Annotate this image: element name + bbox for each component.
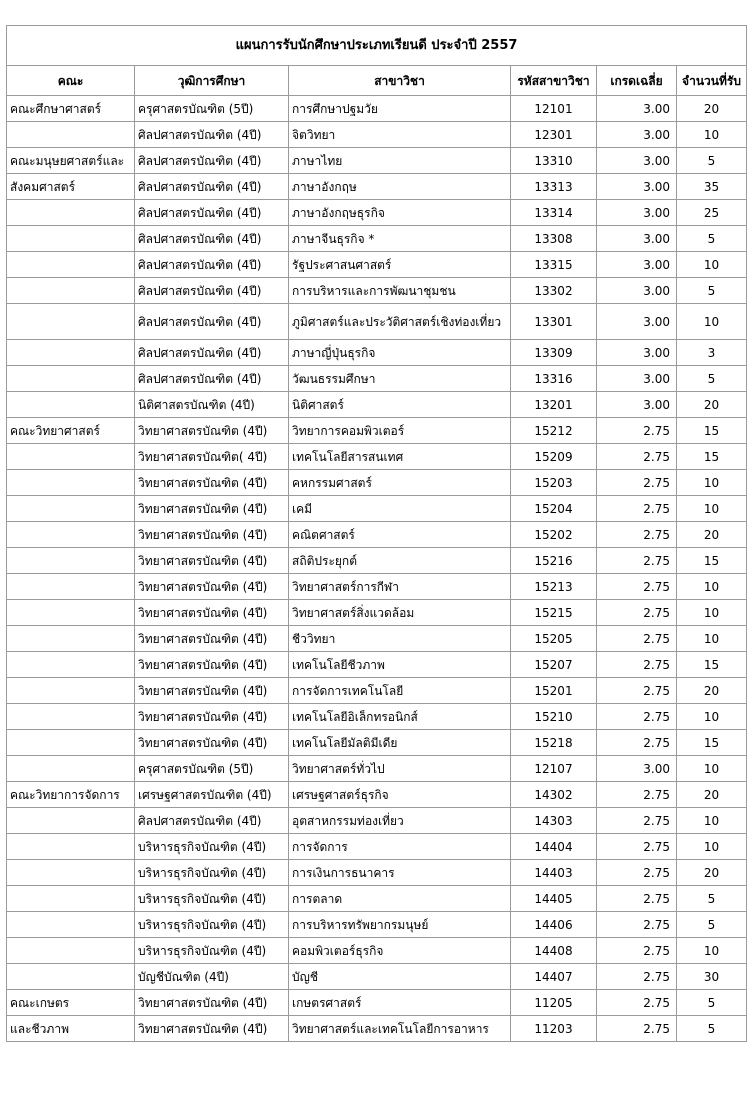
cell-code: 15207 <box>511 652 597 678</box>
cell-faculty <box>7 122 135 148</box>
cell-gpa: 2.75 <box>597 938 677 964</box>
table-row <box>7 340 747 366</box>
table-row <box>7 730 747 756</box>
table-row <box>7 704 747 730</box>
cell-gpa: 2.75 <box>597 860 677 886</box>
cell-degree: ศิลปศาสตรบัณฑิต (4ปี) <box>135 174 289 200</box>
table-row <box>7 444 747 470</box>
table-row <box>7 96 747 122</box>
cell-major: เทคโนโลยีสารสนเทศ <box>289 444 511 470</box>
cell-major: ภาษาญี่ปุ่นธุรกิจ <box>289 340 511 366</box>
cell-quota: 5 <box>677 278 747 304</box>
cell-gpa: 2.75 <box>597 678 677 704</box>
table-row <box>7 678 747 704</box>
cell-major: วิทยาศาสตร์สิ่งแวดล้อม <box>289 600 511 626</box>
cell-major: สถิติประยุกต์ <box>289 548 511 574</box>
cell-degree: วิทยาศาสตรบัณฑิต( 4ปี) <box>135 444 289 470</box>
table-row <box>7 148 747 174</box>
cell-code: 13301 <box>511 304 597 340</box>
table-row <box>7 912 747 938</box>
table-row <box>7 574 747 600</box>
cell-quota: 20 <box>677 860 747 886</box>
cell-quota: 5 <box>677 912 747 938</box>
cell-gpa: 3.00 <box>597 252 677 278</box>
cell-major: เกษตรศาสตร์ <box>289 990 511 1016</box>
cell-quota: 15 <box>677 730 747 756</box>
cell-degree: วิทยาศาสตรบัณฑิต (4ปี) <box>135 626 289 652</box>
cell-degree: บัญชีบัณฑิต (4ปี) <box>135 964 289 990</box>
cell-degree: วิทยาศาสตรบัณฑิต (4ปี) <box>135 470 289 496</box>
cell-code: 14403 <box>511 860 597 886</box>
cell-quota: 5 <box>677 1016 747 1042</box>
cell-major: วิทยาการคอมพิวเตอร์ <box>289 418 511 444</box>
cell-major: ภาษาไทย <box>289 148 511 174</box>
cell-faculty <box>7 730 135 756</box>
cell-degree: วิทยาศาสตรบัณฑิต (4ปี) <box>135 548 289 574</box>
cell-code: 14406 <box>511 912 597 938</box>
cell-major: การเงินการธนาคาร <box>289 860 511 886</box>
cell-faculty <box>7 278 135 304</box>
cell-major: ภาษาอังกฤษธุรกิจ <box>289 200 511 226</box>
cell-gpa: 3.00 <box>597 96 677 122</box>
cell-code: 15202 <box>511 522 597 548</box>
header-gpa: เกรดเฉลี่ย <box>597 66 677 96</box>
cell-quota: 10 <box>677 756 747 782</box>
cell-quota: 25 <box>677 200 747 226</box>
cell-code: 15213 <box>511 574 597 600</box>
cell-degree: วิทยาศาสตรบัณฑิต (4ปี) <box>135 418 289 444</box>
cell-faculty <box>7 704 135 730</box>
table-row <box>7 418 747 444</box>
cell-code: 12101 <box>511 96 597 122</box>
table-row <box>7 782 747 808</box>
cell-faculty <box>7 678 135 704</box>
cell-major: เทคโนโลยีมัลติมีเดีย <box>289 730 511 756</box>
cell-gpa: 2.75 <box>597 964 677 990</box>
cell-degree: วิทยาศาสตรบัณฑิต (4ปี) <box>135 990 289 1016</box>
cell-quota: 10 <box>677 834 747 860</box>
cell-code: 13316 <box>511 366 597 392</box>
cell-gpa: 3.00 <box>597 148 677 174</box>
cell-major: รัฐประศาสนศาสตร์ <box>289 252 511 278</box>
cell-code: 12107 <box>511 756 597 782</box>
cell-degree: วิทยาศาสตรบัณฑิต (4ปี) <box>135 574 289 600</box>
cell-major: คอมพิวเตอร์ธุรกิจ <box>289 938 511 964</box>
cell-quota: 20 <box>677 678 747 704</box>
cell-degree: วิทยาศาสตรบัณฑิต (4ปี) <box>135 600 289 626</box>
cell-faculty <box>7 200 135 226</box>
cell-gpa: 2.75 <box>597 470 677 496</box>
table-row <box>7 652 747 678</box>
cell-gpa: 3.00 <box>597 304 677 340</box>
cell-faculty: คณะศึกษาศาสตร์ <box>7 96 135 122</box>
cell-gpa: 2.75 <box>597 600 677 626</box>
cell-degree: ศิลปศาสตรบัณฑิต (4ปี) <box>135 340 289 366</box>
cell-quota: 10 <box>677 704 747 730</box>
cell-major: คหกรรมศาสตร์ <box>289 470 511 496</box>
cell-quota: 5 <box>677 148 747 174</box>
header-quota: จำนวนที่รับ <box>677 66 747 96</box>
cell-degree: วิทยาศาสตรบัณฑิต (4ปี) <box>135 730 289 756</box>
cell-faculty <box>7 470 135 496</box>
cell-gpa: 2.75 <box>597 548 677 574</box>
cell-code: 13315 <box>511 252 597 278</box>
table-row <box>7 808 747 834</box>
cell-faculty <box>7 226 135 252</box>
title-row <box>7 26 747 66</box>
cell-code: 14303 <box>511 808 597 834</box>
cell-code: 15203 <box>511 470 597 496</box>
cell-code: 14407 <box>511 964 597 990</box>
cell-degree: วิทยาศาสตรบัณฑิต (4ปี) <box>135 652 289 678</box>
cell-gpa: 2.75 <box>597 834 677 860</box>
cell-major: เทคโนโลยีอิเล็กทรอนิกส์ <box>289 704 511 730</box>
cell-code: 12301 <box>511 122 597 148</box>
cell-code: 15215 <box>511 600 597 626</box>
table-row <box>7 174 747 200</box>
cell-faculty <box>7 756 135 782</box>
cell-gpa: 2.75 <box>597 808 677 834</box>
cell-degree: ศิลปศาสตรบัณฑิต (4ปี) <box>135 304 289 340</box>
table-row <box>7 756 747 782</box>
cell-faculty <box>7 912 135 938</box>
header-code: รหัสสาขาวิชา <box>511 66 597 96</box>
cell-faculty <box>7 548 135 574</box>
cell-faculty: คณะเกษตร <box>7 990 135 1016</box>
admission-plan-table <box>6 25 747 1042</box>
cell-quota: 20 <box>677 392 747 418</box>
cell-quota: 15 <box>677 548 747 574</box>
cell-gpa: 3.00 <box>597 366 677 392</box>
cell-major: การบริหารทรัพยากรมนุษย์ <box>289 912 511 938</box>
cell-major: เศรษฐศาสตร์ธุรกิจ <box>289 782 511 808</box>
cell-faculty <box>7 392 135 418</box>
cell-quota: 15 <box>677 418 747 444</box>
cell-faculty <box>7 886 135 912</box>
cell-code: 13313 <box>511 174 597 200</box>
cell-degree: วิทยาศาสตรบัณฑิต (4ปี) <box>135 678 289 704</box>
cell-code: 14404 <box>511 834 597 860</box>
cell-gpa: 2.75 <box>597 626 677 652</box>
cell-quota: 30 <box>677 964 747 990</box>
cell-faculty <box>7 652 135 678</box>
cell-faculty <box>7 626 135 652</box>
cell-major: การบริหารและการพัฒนาชุมชน <box>289 278 511 304</box>
cell-code: 11205 <box>511 990 597 1016</box>
cell-gpa: 2.75 <box>597 496 677 522</box>
cell-faculty: คณะวิทยาการจัดการ <box>7 782 135 808</box>
cell-degree: ศิลปศาสตรบัณฑิต (4ปี) <box>135 366 289 392</box>
cell-quota: 10 <box>677 626 747 652</box>
table-row <box>7 860 747 886</box>
cell-faculty <box>7 252 135 278</box>
cell-degree: วิทยาศาสตรบัณฑิต (4ปี) <box>135 704 289 730</box>
cell-code: 15218 <box>511 730 597 756</box>
cell-faculty <box>7 496 135 522</box>
cell-degree: บริหารธุรกิจบัณฑิต (4ปี) <box>135 860 289 886</box>
table-title: แผนการรับนักศึกษาประเภทเรียนดี ประจำปี 2557 <box>7 26 747 66</box>
cell-degree: ศิลปศาสตรบัณฑิต (4ปี) <box>135 252 289 278</box>
cell-major: ภาษาจีนธุรกิจ * <box>289 226 511 252</box>
cell-major: วิทยาศาสตร์การกีฬา <box>289 574 511 600</box>
cell-faculty <box>7 366 135 392</box>
cell-gpa: 2.75 <box>597 886 677 912</box>
cell-major: เทคโนโลยีชีวภาพ <box>289 652 511 678</box>
cell-code: 13302 <box>511 278 597 304</box>
table-row <box>7 938 747 964</box>
cell-gpa: 2.75 <box>597 704 677 730</box>
cell-quota: 10 <box>677 470 747 496</box>
cell-major: ภาษาอังกฤษ <box>289 174 511 200</box>
cell-quota: 10 <box>677 122 747 148</box>
cell-faculty: สังคมศาสตร์ <box>7 174 135 200</box>
cell-major: บัญชี <box>289 964 511 990</box>
cell-degree: บริหารธุรกิจบัณฑิต (4ปี) <box>135 938 289 964</box>
cell-faculty <box>7 600 135 626</box>
cell-quota: 10 <box>677 600 747 626</box>
cell-major: เคมี <box>289 496 511 522</box>
cell-major: วัฒนธรรมศึกษา <box>289 366 511 392</box>
cell-faculty: และชีวภาพ <box>7 1016 135 1042</box>
cell-major: นิติศาสตร์ <box>289 392 511 418</box>
cell-code: 15205 <box>511 626 597 652</box>
table-row <box>7 964 747 990</box>
cell-gpa: 3.00 <box>597 392 677 418</box>
cell-major: การตลาด <box>289 886 511 912</box>
cell-gpa: 2.75 <box>597 444 677 470</box>
cell-gpa: 2.75 <box>597 418 677 444</box>
cell-gpa: 2.75 <box>597 522 677 548</box>
cell-major: การศึกษาปฐมวัย <box>289 96 511 122</box>
cell-gpa: 2.75 <box>597 652 677 678</box>
cell-code: 14408 <box>511 938 597 964</box>
cell-faculty <box>7 340 135 366</box>
table-row <box>7 366 747 392</box>
header-degree: วุฒิการศึกษา <box>135 66 289 96</box>
cell-quota: 10 <box>677 938 747 964</box>
cell-code: 13308 <box>511 226 597 252</box>
cell-faculty: คณะมนุษยศาสตร์และ <box>7 148 135 174</box>
cell-quota: 5 <box>677 886 747 912</box>
cell-degree: เศรษฐศาสตรบัณฑิต (4ปี) <box>135 782 289 808</box>
cell-code: 15212 <box>511 418 597 444</box>
cell-degree: ครุศาสตรบัณฑิต (5ปี) <box>135 96 289 122</box>
cell-gpa: 3.00 <box>597 278 677 304</box>
table-row <box>7 470 747 496</box>
table-row <box>7 834 747 860</box>
cell-code: 15216 <box>511 548 597 574</box>
cell-quota: 5 <box>677 990 747 1016</box>
cell-code: 14405 <box>511 886 597 912</box>
cell-quota: 5 <box>677 366 747 392</box>
cell-degree: วิทยาศาสตรบัณฑิต (4ปี) <box>135 1016 289 1042</box>
header-row <box>7 66 747 96</box>
cell-degree: ศิลปศาสตรบัณฑิต (4ปี) <box>135 122 289 148</box>
cell-quota: 10 <box>677 252 747 278</box>
cell-code: 15209 <box>511 444 597 470</box>
cell-major: จิตวิทยา <box>289 122 511 148</box>
table-row <box>7 1016 747 1042</box>
cell-quota: 15 <box>677 652 747 678</box>
cell-quota: 15 <box>677 444 747 470</box>
cell-quota: 10 <box>677 304 747 340</box>
cell-quota: 20 <box>677 782 747 808</box>
cell-degree: วิทยาศาสตรบัณฑิต (4ปี) <box>135 496 289 522</box>
cell-quota: 20 <box>677 96 747 122</box>
cell-major: การจัดการเทคโนโลยี <box>289 678 511 704</box>
table-row <box>7 600 747 626</box>
cell-quota: 35 <box>677 174 747 200</box>
cell-major: คณิตศาสตร์ <box>289 522 511 548</box>
cell-major: วิทยาศาสตร์และเทคโนโลยีการอาหาร <box>289 1016 511 1042</box>
table-row <box>7 496 747 522</box>
cell-code: 13201 <box>511 392 597 418</box>
cell-faculty <box>7 964 135 990</box>
cell-quota: 3 <box>677 340 747 366</box>
cell-faculty <box>7 808 135 834</box>
cell-quota: 5 <box>677 226 747 252</box>
cell-degree: วิทยาศาสตรบัณฑิต (4ปี) <box>135 522 289 548</box>
table-row <box>7 626 747 652</box>
table-row <box>7 392 747 418</box>
cell-gpa: 2.75 <box>597 730 677 756</box>
cell-quota: 10 <box>677 496 747 522</box>
cell-faculty <box>7 860 135 886</box>
cell-degree: ศิลปศาสตรบัณฑิต (4ปี) <box>135 148 289 174</box>
cell-gpa: 3.00 <box>597 174 677 200</box>
cell-gpa: 2.75 <box>597 990 677 1016</box>
table-row <box>7 122 747 148</box>
cell-faculty <box>7 444 135 470</box>
cell-code: 13309 <box>511 340 597 366</box>
cell-major: อุตสาหกรรมท่องเที่ยว <box>289 808 511 834</box>
cell-quota: 20 <box>677 522 747 548</box>
cell-major: วิทยาศาสตร์ทั่วไป <box>289 756 511 782</box>
cell-degree: ศิลปศาสตรบัณฑิต (4ปี) <box>135 278 289 304</box>
cell-quota: 10 <box>677 574 747 600</box>
table-row <box>7 548 747 574</box>
cell-gpa: 3.00 <box>597 122 677 148</box>
table-row <box>7 226 747 252</box>
cell-faculty: คณะวิทยาศาสตร์ <box>7 418 135 444</box>
table-row <box>7 252 747 278</box>
cell-degree: ครุศาสตรบัณฑิต (5ปี) <box>135 756 289 782</box>
cell-code: 15210 <box>511 704 597 730</box>
cell-gpa: 3.00 <box>597 226 677 252</box>
cell-gpa: 2.75 <box>597 782 677 808</box>
table-row <box>7 522 747 548</box>
cell-quota: 10 <box>677 808 747 834</box>
cell-faculty <box>7 574 135 600</box>
cell-faculty <box>7 938 135 964</box>
cell-degree: บริหารธุรกิจบัณฑิต (4ปี) <box>135 834 289 860</box>
cell-major: ชีววิทยา <box>289 626 511 652</box>
cell-code: 15201 <box>511 678 597 704</box>
cell-major: ภูมิศาสตร์และประวัติศาสตร์เชิงท่องเที่ยว <box>289 304 511 340</box>
cell-degree: ศิลปศาสตรบัณฑิต (4ปี) <box>135 200 289 226</box>
cell-faculty <box>7 834 135 860</box>
cell-gpa: 2.75 <box>597 1016 677 1042</box>
cell-code: 11203 <box>511 1016 597 1042</box>
cell-gpa: 3.00 <box>597 756 677 782</box>
cell-code: 13310 <box>511 148 597 174</box>
table-row <box>7 278 747 304</box>
header-faculty: คณะ <box>7 66 135 96</box>
cell-gpa: 2.75 <box>597 574 677 600</box>
table-row <box>7 200 747 226</box>
cell-degree: บริหารธุรกิจบัณฑิต (4ปี) <box>135 912 289 938</box>
table-row <box>7 886 747 912</box>
cell-faculty <box>7 304 135 340</box>
cell-degree: บริหารธุรกิจบัณฑิต (4ปี) <box>135 886 289 912</box>
header-major: สาขาวิชา <box>289 66 511 96</box>
cell-major: การจัดการ <box>289 834 511 860</box>
cell-degree: ศิลปศาสตรบัณฑิต (4ปี) <box>135 226 289 252</box>
table-row <box>7 304 747 340</box>
cell-code: 15204 <box>511 496 597 522</box>
cell-gpa: 2.75 <box>597 912 677 938</box>
cell-degree: ศิลปศาสตรบัณฑิต (4ปี) <box>135 808 289 834</box>
table-row <box>7 990 747 1016</box>
cell-code: 13314 <box>511 200 597 226</box>
cell-gpa: 3.00 <box>597 340 677 366</box>
cell-gpa: 3.00 <box>597 200 677 226</box>
cell-code: 14302 <box>511 782 597 808</box>
cell-faculty <box>7 522 135 548</box>
cell-degree: นิติศาสตรบัณฑิต (4ปี) <box>135 392 289 418</box>
